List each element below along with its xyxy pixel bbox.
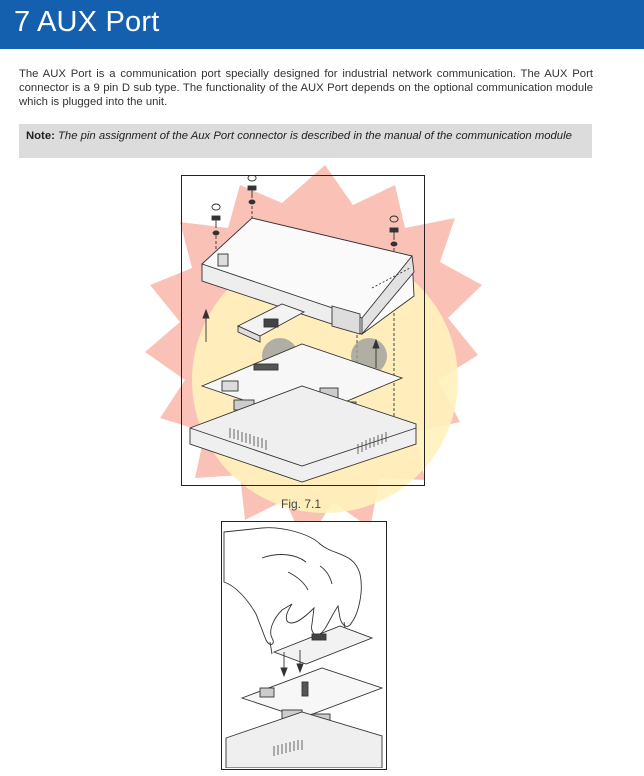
hand-insert-illustration	[222, 522, 385, 768]
figure-7-1-caption: Fig. 7.1	[281, 497, 322, 511]
note-box	[19, 124, 592, 158]
screw-icon	[390, 216, 398, 416]
figure-7-1	[181, 175, 425, 486]
figure-hand-installation	[221, 521, 387, 770]
page-title: 7 AUX Port	[14, 6, 160, 38]
module-exploded-illustration	[182, 176, 423, 484]
note-text: The pin assignment of the Aux Port connector is described in the manual of the communication module	[58, 130, 572, 142]
page-header	[0, 0, 644, 49]
note-label: Note:	[26, 130, 55, 142]
intro-paragraph: The AUX Port is a communication port specially designed for industrial network communication. The AUX Port connector is a 9 pin D sub type. The functionality of the AUX Port depends on the optional communication module which is plugged into the unit.	[19, 68, 593, 108]
